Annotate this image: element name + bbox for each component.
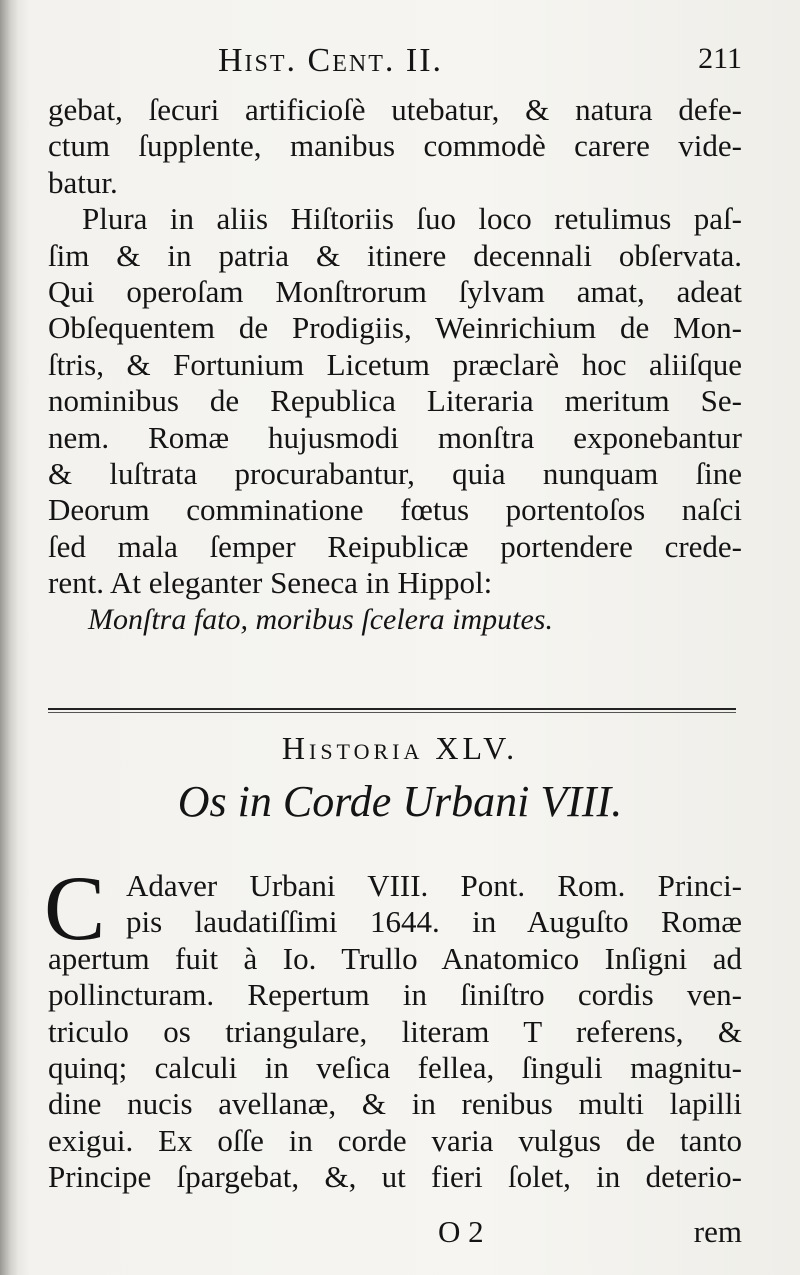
section-label: Historia XLV.	[281, 730, 519, 766]
text-line: apertum fuit à Io. Trullo Anatomico Inſigni ad	[48, 940, 742, 976]
text-line: gebat, ſecuri artificioſè utebatur, & natura defe-	[48, 92, 742, 127]
section-divider	[48, 708, 736, 710]
text-line: nominibus de Republica Literaria meritum Se-	[48, 383, 742, 419]
text-line: pollincturam. Repertum in ſiniſtro cordis ven-	[48, 977, 742, 1013]
text-line: Adaver Urbani VIII. Pont. Rom. Princi-	[126, 868, 742, 903]
text-line: batur.	[48, 164, 118, 200]
text-line: nem. Romæ hujusmodi monſtra exponebantur	[48, 419, 742, 455]
section-title: Os in Corde Urbani VIII.	[177, 777, 623, 826]
gutter-shadow	[0, 0, 18, 1275]
text-line: ſim & in patria & itinere decennali obſervata.	[48, 237, 742, 273]
text-line: pis laudatiſſimi 1644. in Auguſto Romæ	[126, 904, 742, 940]
page-number: 211	[698, 42, 742, 75]
text-line: ctum ſupplente, manibus commodè carere vide-	[48, 128, 742, 164]
text-line: Principe ſpargebat, &, ut fieri ſolet, in deterio-	[48, 1159, 742, 1195]
text-line: ſtris, & Fortunium Licetum præclarè hoc aliiſque	[48, 346, 742, 382]
running-head: Hist. Cent. II.	[218, 42, 444, 79]
catchword: rem	[693, 1214, 742, 1249]
text-line: ſed mala ſemper Reipublicæ portendere crede-	[48, 528, 742, 564]
signature-mark: O 2	[438, 1214, 484, 1249]
text-line: exigui. Ex oſſe in corde varia vulgus de tanto	[48, 1122, 742, 1158]
text-line: rent. At eleganter Seneca in Hippol:	[48, 565, 493, 601]
text-line: Qui operoſam Monſtrorum ſylvam amat, adeat	[48, 274, 742, 310]
text-line: Obſequentem de Prodigiis, Weinrichium de Mon-	[48, 310, 742, 346]
paragraph-block-2	[48, 868, 742, 1196]
text-line: quinq; calculi in veſica fellea, ſinguli magnitu-	[48, 1050, 742, 1086]
text-line: Deorum comminatione fœtus portentoſos naſci	[48, 492, 742, 528]
text-line: dine nucis avellanæ, & in renibus multi lapilli	[48, 1086, 742, 1122]
page-footer	[48, 1214, 742, 1254]
text-line: Plura in aliis Hiſtoriis ſuo loco retulimus paſ-	[82, 201, 742, 237]
verse-quote: Monſtra fato, moribus ſcelera imputes.	[88, 602, 553, 636]
paragraph-block-1	[48, 92, 742, 638]
page-header	[48, 42, 742, 92]
drop-cap: C	[44, 857, 106, 959]
section-divider-thin	[48, 712, 736, 713]
text-line: & luſtrata procurabantur, quia nunquam ſine	[48, 456, 742, 492]
text-line: triculo os triangulare, literam T referens, &	[48, 1013, 742, 1049]
